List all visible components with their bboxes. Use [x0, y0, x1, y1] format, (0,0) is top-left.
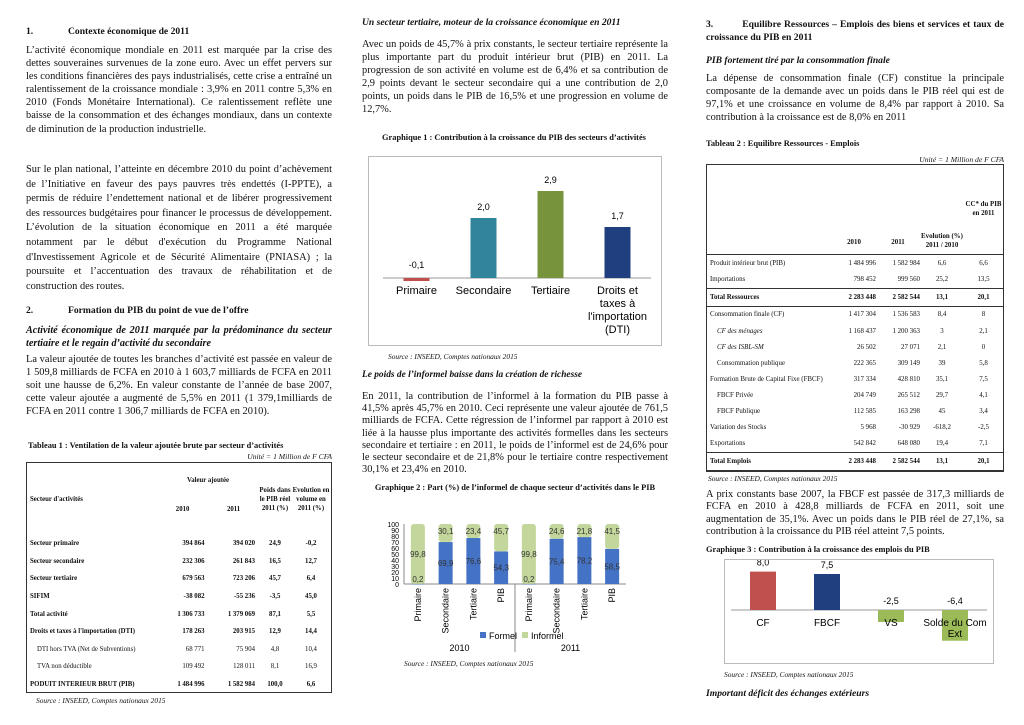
- cell: 68 771: [185, 645, 205, 653]
- cell: 7,1: [979, 440, 988, 448]
- cell: -55 236: [234, 593, 255, 601]
- cell: 1 536 583: [892, 311, 920, 319]
- chart-1-category-label: Tertiaire: [530, 285, 571, 297]
- table-row: [27, 535, 331, 553]
- cell: 798 452: [853, 276, 876, 284]
- chart-1-bar: [538, 191, 564, 278]
- cell: 45,7: [269, 575, 281, 583]
- chart-2-label-informel: 99,8: [521, 549, 537, 559]
- table-2-header-cc: CC* du PIB en 2011: [965, 201, 1002, 218]
- cell: 2,1: [937, 343, 947, 351]
- paragraph-context-national: Sur le plan national, l’atteinte en décembre 2010 du point d’achèvement de l’Initiative en faveur des pays pauvres très endettés (I-PPTE), a permis de réduire l’endettement national et de libérer progressivement des ressources budgétaires pour financer le processus de développement. L’évolution de la situation économique en 2011 a été marquée notamment par le début d'exécution du Programme National d'Investissement Agricole et de Sécurité Alimentaire (PNIASA) ; la poursuite et l’accentuation des travaux de réhabilitation et de construction des routes.: [26, 164, 332, 292]
- table-1-title: Tableau 1 : Ventilation de la valeur ajoutée brute par secteur d’activités: [28, 441, 284, 450]
- cell: 10,4: [305, 645, 317, 653]
- table-1-unit: Unité = 1 Million de F CFA: [247, 452, 332, 461]
- chart-2-label-formel: 58,5: [604, 562, 620, 572]
- chart-2-group-label: 2010: [449, 643, 470, 653]
- chart-1-svg: [369, 157, 661, 345]
- cell: 20,1: [977, 458, 990, 466]
- cell: -618,2: [933, 424, 951, 432]
- row-label: Total activité: [30, 610, 68, 618]
- chart-2-y-tick: 70: [391, 540, 399, 547]
- row-label: DTI hors TVA (Net de Subventions): [37, 645, 136, 653]
- cell: 25,2: [935, 276, 949, 284]
- chart-3-category-label: VS: [884, 618, 898, 629]
- cell: 5,8: [979, 359, 988, 367]
- cell: 8: [981, 311, 986, 319]
- cell: 26 502: [857, 343, 876, 351]
- row-label: Importations: [710, 276, 746, 284]
- cell: 100,0: [267, 681, 283, 689]
- cell: 7,5: [979, 375, 988, 383]
- row-label: Produit intérieur brut (PIB): [710, 259, 786, 267]
- chart-2-category-label: Primaire: [523, 588, 534, 622]
- cell: 999 560: [897, 276, 920, 284]
- chart-1-title: Graphique 1 : Contribution à la croissance du PIB des secteurs d’activités: [382, 133, 646, 142]
- chart-2-legend-swatch-formel: [480, 632, 486, 638]
- cell: 6,4: [306, 575, 316, 583]
- table-1: [26, 462, 332, 693]
- table-row: [707, 288, 1003, 306]
- table-row: [27, 658, 331, 676]
- table-1-header-2010: 2010: [175, 506, 190, 513]
- chart-3-bar: [814, 574, 840, 610]
- table-2-title: Tableau 2 : Equilibre Ressources - Emplois: [706, 139, 860, 148]
- cell: 75 904: [236, 645, 255, 653]
- cell: 203 915: [232, 628, 255, 636]
- cell: 648 080: [897, 440, 920, 448]
- cell: 3,4: [979, 408, 988, 415]
- chart-2-category-label: PIB: [496, 588, 507, 603]
- cell: -0,2: [305, 540, 317, 548]
- cell: 265 512: [897, 391, 920, 399]
- cell: 45,0: [305, 593, 317, 601]
- cell: 19,4: [935, 440, 949, 448]
- chart-2-label-formel: 69,9: [437, 559, 454, 569]
- chart-2-legend-swatch-informel: [522, 632, 528, 638]
- chart-2-label-informel: 21,8: [576, 527, 593, 536]
- table-row: [27, 553, 331, 571]
- chart-2-label-formel: 78,2: [576, 556, 593, 566]
- cell: 112 585: [853, 408, 876, 415]
- paragraph-value-added: La valeur ajoutée de toutes les branches d’activité est passée en valeur de 1 509,8 milliards de FCFA en 2010 à 1 603,7 milliards de FCFA en 2011 soit une hausse de 6,2%. En valeur constante de l’année de base 2007, cette valeur ajoutée a augmenté de 5,5% en 2011 (1 379,1milliards de FCFA en 2011 contre 1 306,7 milliards de FCFA en 2010).: [26, 354, 332, 418]
- section-number: 2.: [26, 305, 34, 316]
- table-row: [707, 436, 1003, 453]
- chart-2-label-formel: 54,3: [493, 563, 509, 573]
- chart-2-label-formel: 0,2: [412, 575, 424, 584]
- chart-2-category-label: Tertiaire: [468, 588, 479, 621]
- chart-1-bar: [471, 218, 497, 278]
- cell: -2,5: [978, 424, 989, 432]
- table-row: [707, 339, 1003, 355]
- chart-2-title: Graphique 2 : Part (%) de l’informel de chaque secteur d’activités dans le PIB: [374, 483, 656, 492]
- table-row: [27, 641, 331, 659]
- cell: 1 306 733: [177, 610, 205, 618]
- section-title: Formation du PIB du point de vue de l’offre: [68, 305, 249, 316]
- chart-2-label-informel: 23,4: [465, 527, 482, 536]
- cell: 12,9: [269, 628, 281, 636]
- table-1-header-2011: 2011: [226, 506, 241, 513]
- chart-2-label-informel: 24,6: [548, 527, 565, 536]
- cell: 542 842: [853, 440, 876, 448]
- table-1-header-sector: Secteur d'activités: [30, 495, 83, 503]
- section-3-heading: [706, 18, 1004, 44]
- chart-2-y-tick: 60: [391, 546, 399, 553]
- chart-2-y-tick: 10: [391, 576, 399, 583]
- table-2-header-2010: 2010: [847, 238, 861, 246]
- table-1-source: Source : INSEED, Comptes nationaux 2015: [36, 696, 166, 705]
- cell: 1 379 069: [227, 610, 255, 618]
- cell: 4,1: [979, 391, 988, 399]
- chart-3-category-label: Ext: [947, 629, 963, 640]
- chart-3-bar: [750, 572, 776, 610]
- cell: 13,5: [977, 276, 990, 284]
- chart-2-label-informel: 45,7: [493, 527, 509, 536]
- cell: 2 283 448: [848, 293, 876, 301]
- row-label: Total Ressources: [710, 293, 760, 301]
- chart-2-label-informel: 41,5: [604, 527, 620, 536]
- chart-1-data-label: -0,1: [408, 260, 425, 270]
- chart-2-legend-informel: Informel: [531, 631, 564, 641]
- chart-3-source: Source : INSEED, Comptes nationaux 2015: [724, 670, 854, 679]
- chart-2-source: Source : INSEED, Comptes nationaux 2015: [404, 659, 534, 668]
- section-2-heading: [26, 305, 332, 316]
- cell: 5 968: [860, 424, 876, 432]
- subheading-activity: Activité économique de 2011 marquée par la prédominance du secteur tertiaire et le regain d’activité du secondaire: [26, 325, 332, 350]
- cell: 6,6: [979, 259, 988, 267]
- cell: 394 020: [232, 540, 255, 548]
- cell: 8,4: [937, 311, 947, 319]
- cell: 394 864: [182, 540, 205, 548]
- cell: 27 071: [901, 343, 920, 351]
- cell: 24,9: [269, 540, 281, 548]
- cell: 1 582 984: [227, 681, 255, 689]
- row-label: Total Emplois: [710, 458, 751, 466]
- cell: 20,1: [977, 293, 990, 301]
- chart-2-y-tick: 40: [391, 558, 399, 565]
- chart-2-label-formel: 76,6: [465, 557, 482, 567]
- chart-1-bar: [404, 278, 430, 281]
- cell: 3: [940, 327, 944, 335]
- table-row: [707, 420, 1003, 436]
- chart-3-data-label: 7,5: [820, 560, 834, 570]
- row-label: Consommation finale (CF): [710, 311, 785, 319]
- cell: 2 283 448: [848, 458, 876, 466]
- cell: 16,5: [269, 557, 281, 565]
- cell: 109 492: [182, 663, 205, 671]
- table-row: [707, 403, 1003, 419]
- row-label: Variation des Stocks: [710, 424, 767, 432]
- table-row: [707, 306, 1003, 323]
- chart-1: [368, 156, 662, 346]
- table-row: [707, 453, 1003, 471]
- chart-2: [362, 512, 662, 657]
- table-row: [707, 271, 1003, 288]
- paragraph-consumption: La dépense de consommation finale (CF) constitue la principale composante de la demande avec un poids dans le PIB réel qui est de 97,1% et une croissance en volume de 8,4% par rapport à 2010. Sa contribution à la croissance est de 8,0% en 2011: [706, 73, 1004, 124]
- table-1-header-weight: Poids dans le PIB réel 2011 (%): [259, 486, 291, 512]
- cell: 2 582 544: [892, 458, 920, 466]
- cell: 0: [981, 343, 986, 351]
- heading-informal: Le poids de l’informel baisse dans la création de richesse: [362, 370, 583, 380]
- chart-2-label-formel: 75,4: [548, 557, 565, 567]
- table-1-header-va-label: Valeur ajoutée: [186, 477, 230, 484]
- table-row: [27, 588, 331, 606]
- cell: 6,6: [937, 259, 947, 267]
- row-label: Droits et taxes à l'importation (DTI): [30, 628, 136, 636]
- chart-1-category-label: l'importation: [588, 311, 647, 323]
- table-row: [27, 605, 331, 623]
- chart-1-source: Source : INSEED, Comptes nationaux 2015: [388, 352, 518, 361]
- cell: 45: [938, 408, 946, 415]
- cell: 222 365: [853, 359, 876, 367]
- column-middle: [362, 0, 668, 725]
- row-label: TVA non déductible: [37, 663, 92, 671]
- chart-1-category-label: (DTI): [604, 324, 631, 336]
- chart-3-title: Graphique 3 : Contribution à la croissance des emplois du PIB: [706, 545, 930, 554]
- section-1-heading: [26, 26, 332, 37]
- cell: 87,1: [269, 610, 281, 618]
- row-label: Secteur primaire: [30, 540, 80, 548]
- paragraph-context-world: L’activité économique mondiale en 2011 est marquée par la crise des dettes souveraines survenues de la zone euro. Avec un effet pervers sur les conditions financières des pays industrialisés, cette crise a entraîné un ralentissement de la croissance mondiale : 3,9% en 2011 contre 5,3% en 2010 (Fonds Monétaire International). Ce ralentissement reflète une baisse de la consommation et des échanges mondiaux, dans un contexte de diminution de la production industrielle.: [26, 45, 332, 135]
- cell: 35,1: [935, 375, 949, 383]
- heading-tertiary: Un secteur tertiaire, moteur de la croissance économique en 2011: [362, 17, 621, 28]
- chart-1-bar: [605, 227, 631, 278]
- cell: 428 810: [897, 375, 920, 383]
- cell: -30 929: [898, 424, 920, 432]
- table-row: [27, 623, 331, 641]
- heading-consumption: PIB fortement tiré par la consommation finale: [706, 55, 890, 66]
- cell: 317 334: [853, 375, 876, 383]
- table-2-unit: Unité = 1 Million de F CFA: [919, 155, 1004, 164]
- cell: 204 749: [853, 391, 876, 399]
- chart-2-y-tick: 0: [395, 582, 399, 589]
- cell: 13,1: [935, 293, 949, 301]
- chart-3-data-label: 8,0: [756, 560, 770, 568]
- section-number: 1.: [26, 26, 34, 37]
- chart-2-category-label: Tertiaire: [579, 588, 590, 621]
- cell: 2,1: [979, 327, 988, 335]
- chart-2-y-tick: 30: [391, 564, 399, 571]
- table-2-header-evolution: Evolution (%) 2011 / 2010: [921, 232, 963, 249]
- chart-3-data-label: -6,4: [947, 596, 963, 606]
- section-title: Contexte économique de 2011: [68, 26, 190, 37]
- cell: 1 168 437: [848, 327, 876, 335]
- cell: 261 843: [232, 557, 255, 565]
- chart-2-y-tick: 90: [391, 528, 399, 535]
- cell: 5,5: [306, 610, 316, 618]
- cell: 12,7: [305, 557, 317, 565]
- chart-1-data-label: 2,0: [477, 202, 490, 212]
- table-row: [707, 371, 1003, 387]
- table-row: [707, 254, 1003, 271]
- chart-1-category-label: taxes à: [599, 298, 636, 310]
- chart-2-group-label: 2011: [560, 643, 581, 653]
- table-1-grid: [27, 463, 331, 693]
- chart-2-category-label: Secondaire: [551, 588, 562, 634]
- cell: 8,1: [270, 663, 280, 671]
- table-row: [27, 570, 331, 588]
- cell: 232 306: [182, 557, 205, 565]
- chart-1-category-label: Droits et: [597, 285, 638, 297]
- chart-3-svg: [725, 560, 993, 663]
- chart-3: [724, 559, 994, 664]
- chart-2-category-label: PIB: [607, 588, 618, 603]
- cell: -3,5: [269, 593, 281, 601]
- cell: 2 582 544: [892, 293, 920, 301]
- chart-1-category-label: Primaire: [396, 285, 437, 297]
- chart-2-category-label: Primaire: [412, 588, 423, 622]
- cell: 679 563: [182, 575, 205, 583]
- chart-3-category-label: Solde du Com: [923, 618, 987, 629]
- column-right: [706, 0, 1004, 725]
- section-title: Equilibre Ressources – Emplois des biens et services et taux de croissance du PIB en 2011: [706, 19, 1004, 43]
- chart-2-legend-formel: Formel: [489, 631, 518, 641]
- chart-1-data-label: 2,9: [544, 175, 557, 185]
- section-number: 3.: [706, 19, 714, 30]
- chart-2-y-tick: 100: [387, 522, 399, 529]
- cell: 39: [938, 359, 946, 367]
- cell: 723 206: [232, 575, 255, 583]
- cell: 128 011: [233, 663, 255, 671]
- row-label: SIFIM: [30, 593, 50, 601]
- paragraph-tertiary: Avec un poids de 45,7% à prix constants, le secteur tertiaire représente la plus importante part du produit intérieur brut (PIB) en 2011. La progression de son activité en volume est de 6,4% et sa contribution de 2,9 points devant le secteur secondaire qui a une contribution de 2,0 points, un poids dans le PIB de 16,5% et une progression en volume de 12,7%.: [362, 39, 668, 116]
- table-row: [707, 387, 1003, 403]
- cell: 1 200 363: [892, 327, 920, 335]
- row-label: CF des ISBL-SM: [717, 343, 764, 351]
- chart-2-y-tick: 50: [391, 552, 399, 559]
- row-label: Exportations: [710, 440, 746, 448]
- chart-2-label-formel: 0,2: [523, 575, 535, 584]
- chart-1-category-label: Secondaire: [455, 285, 512, 297]
- paragraph-fbcf: A prix constants base 2007, la FBCF est passée de 317,3 milliards de FCFA en 2010 à 428,8 milliards de FCFA en 2011, soit une augmentation de 35,1%. Avec un poids dans le PIB réel de 27,1%, sa contribution à la croissance du PIB réel atteint 7,5 points.: [706, 489, 1004, 537]
- row-label: CF des ménages: [717, 327, 763, 335]
- chart-2-label-informel: 30,1: [437, 527, 454, 536]
- chart-2-y-tick: 20: [391, 570, 399, 577]
- cell: 29,7: [935, 391, 949, 399]
- chart-1-data-label: 1,7: [611, 211, 624, 221]
- chart-2-y-tick: 80: [391, 534, 399, 541]
- cell: 309 149: [897, 359, 920, 367]
- row-label: PODUIT INTERIEUR BRUT (PIB): [30, 681, 135, 689]
- table-row: [707, 355, 1003, 371]
- cell: 1 484 996: [177, 681, 205, 689]
- cell: 13,1: [935, 458, 949, 466]
- table-2-header-2011: 2011: [891, 238, 905, 246]
- table-1-header-evolution: Evolution en volume en 2011 (%): [292, 486, 330, 512]
- cell: 178 263: [182, 628, 205, 636]
- chart-3-data-label: -2,5: [883, 596, 899, 606]
- cell: 6,6: [306, 681, 316, 689]
- table-2-grid: [707, 165, 1003, 471]
- cell: 1 582 984: [892, 259, 920, 267]
- table-row: [707, 323, 1003, 339]
- heading-deficit: Important déficit des échanges extérieurs: [706, 688, 870, 699]
- chart-2-svg: [362, 512, 662, 657]
- row-label: Secteur tertiaire: [30, 575, 78, 583]
- chart-3-category-label: CF: [756, 618, 770, 629]
- row-label: FBCF Publique: [717, 408, 761, 415]
- chart-3-category-label: FBCF: [813, 618, 841, 629]
- row-label: FBCF Privée: [717, 391, 754, 399]
- cell: 1 417 304: [848, 311, 876, 319]
- cell: 1 484 996: [848, 259, 876, 267]
- cell: 16,9: [305, 663, 317, 671]
- cell: -38 082: [183, 593, 205, 601]
- cell: 14,4: [305, 628, 317, 636]
- chart-2-label-informel: 99,8: [410, 549, 426, 559]
- row-label: Formation Brute de Capital Fixe (FBCF): [710, 375, 823, 383]
- column-left: [26, 0, 332, 725]
- table-row: [27, 676, 331, 694]
- cell: 163 298: [897, 408, 920, 415]
- chart-2-category-label: Secondaire: [440, 588, 451, 634]
- table-2-source: Source : INSEED, Comptes nationaux 2015: [708, 474, 838, 483]
- table-2: [706, 164, 1004, 472]
- table-1-header-va: [157, 463, 259, 535]
- cell: 4,8: [270, 645, 280, 653]
- row-label: Consommation publique: [717, 359, 785, 367]
- paragraph-informal: En 2011, la contribution de l’informel à la formation du PIB passe à 41,5% après 45,7% en 2010. Ceci représente une valeur ajoutée de 761,5 milliards de FCFA. Cette régression de l’informel par rapport à 2010 est liée à la hausse plus importante des activités formelles dans les secteurs secondaire et tertiaire : en 2011, le poids de l’informel est de 24,6% pour le secteur secondaire et de 21,8% pour le tertiaire contre respectivement 30,1% et 23,4% en 2010.: [362, 391, 668, 476]
- row-label: Secteur secondaire: [30, 557, 85, 565]
